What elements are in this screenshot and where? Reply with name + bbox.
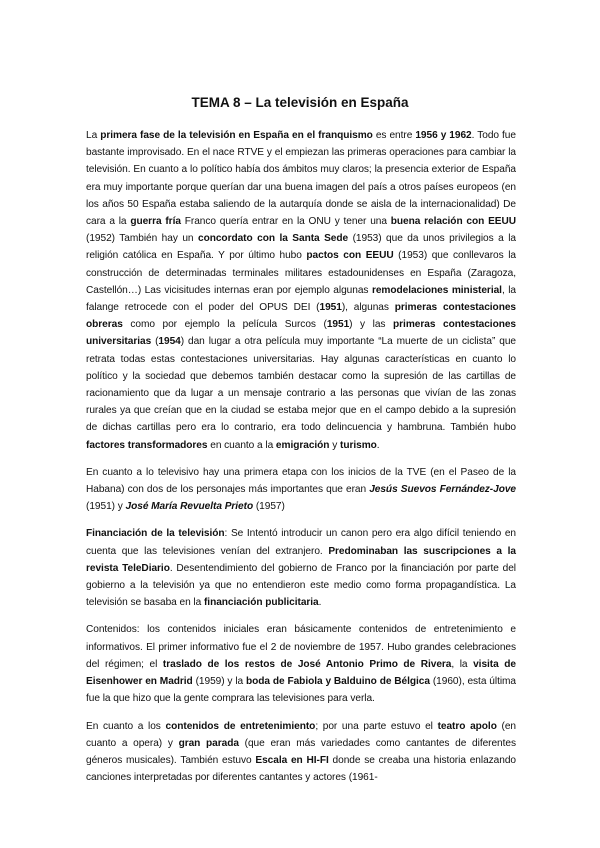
paragraph-entretenimiento xyxy=(86,718,516,787)
document-body xyxy=(86,127,516,796)
text-run: (1952) También hay un xyxy=(86,233,198,245)
text-run: (1957) xyxy=(253,501,285,513)
text-run: y xyxy=(329,439,340,451)
text-run: En cuanto a lo televisivo hay una primera etapa con los inicios de la TVE (en el Paseo de la Habana) con dos de los personajes más importantes que eran xyxy=(86,466,516,496)
emphasized-text-run: Jesús Suevos Fernández-Jove xyxy=(369,484,516,496)
text-run: (1953) que conllevaros la construcción de determinadas terminales militares estadounidenses en España (Zaragoza, Castellón…) Las vicisitudes internas eran por ejemplo algunas xyxy=(86,250,516,296)
document-title: TEMA 8 – La televisión en España xyxy=(191,95,409,110)
text-run: : Se Intentó introducir un canon pero era algo difícil teniendo en cuenta que las televisiones venían del extranjero. xyxy=(86,528,516,557)
emphasized-text-run: financiación publicitaria xyxy=(203,597,319,609)
emphasized-text-run: traslado de los restos de José Antonio Primo de Rivera xyxy=(162,658,452,670)
paragraph-etapa-televisiva xyxy=(86,464,516,516)
emphasized-text-run: visita de Eisenhower en Madrid xyxy=(86,658,516,688)
text-run: (que eran más variedades como cantantes de diferentes géneros musicales). También estuvo xyxy=(86,737,516,766)
text-run: (1959) y la xyxy=(192,676,246,688)
text-run: donde se creaba una historia enlazando canciones interpretadas por diferentes cantantes y actores (1961- xyxy=(86,754,516,784)
text-run: ) y las xyxy=(349,319,394,331)
text-run: ) dan lugar a otra película muy importante “La muerte de un ciclista” que retrata todas estas contestaciones universitarias. Hay algunas características en cuanto lo político y la sociedad que debemos también destacar como la supresión de las cartillas de racionamiento que da lugar a un mensaje contrario a las personas que vivían de las zonas rurales ya que creían que en la ciudad se estaba mejor que en el campo debido a la supresión de dichas cartillas pero era lo contrario, era todo delincuencia y hambruna. También hubo xyxy=(86,336,516,434)
emphasized-text-run: guerra fría xyxy=(130,216,181,228)
emphasized-text-run: 1951 xyxy=(319,302,342,314)
text-run: ( xyxy=(151,336,159,348)
text-run: Franco quería entrar en la ONU y tener una xyxy=(180,216,391,228)
paragraph-primera-fase xyxy=(86,127,516,454)
emphasized-text-run: gran parada xyxy=(178,737,239,749)
emphasized-text-run: turismo xyxy=(340,439,377,451)
emphasized-text-run: primeras contestaciones obreras xyxy=(86,302,516,331)
text-run: (1951) y xyxy=(86,501,126,513)
paragraph-financiacion xyxy=(86,525,516,611)
emphasized-text-run: pactos con EEUU xyxy=(306,250,394,262)
emphasized-text-run: contenidos de entretenimiento xyxy=(165,720,316,732)
emphasized-text-run: emigración xyxy=(275,439,330,451)
text-run: La xyxy=(86,130,101,141)
emphasized-text-run: primera fase de la televisión en España en el franquismo xyxy=(100,130,373,141)
text-run: En cuanto a los xyxy=(86,720,166,732)
text-run: es entre xyxy=(372,130,416,141)
emphasized-text-run: José María Revuelta Prieto xyxy=(125,501,254,513)
text-run: como por ejemplo la película Surcos ( xyxy=(122,319,327,331)
text-run: . Desentendimiento del gobierno de Franco por la financiación por parte del gobierno a la televisión ya que no entendieron este medio como forma propagandística. La televisión se basaba en la xyxy=(86,562,516,609)
text-run: en cuanto a la xyxy=(207,439,276,451)
text-run: ; por una parte estuvo el xyxy=(315,720,438,732)
text-run: . xyxy=(376,439,380,451)
emphasized-text-run: Financiación de la televisión xyxy=(86,528,225,540)
emphasized-text-run: 1951 xyxy=(326,319,350,331)
emphasized-text-run: boda de Fabiola y Balduino de Bélgica xyxy=(246,676,430,688)
text-run: (1953) que da unos privilegios a la religión católica en España. Y por último hubo xyxy=(86,233,516,262)
emphasized-text-run: concordato con la Santa Sede xyxy=(198,233,349,245)
emphasized-text-run: remodelaciones ministerial xyxy=(371,284,502,296)
paragraph-contenidos xyxy=(86,621,516,707)
emphasized-text-run: 1956 y 1962 xyxy=(415,130,472,141)
text-run: (1960), esta última fue la que hizo que la gente comprara las televisiones para verla. xyxy=(86,676,516,705)
emphasized-text-run: factores transformadores xyxy=(86,439,208,451)
emphasized-text-run: primeras contestaciones universitarias xyxy=(86,319,516,348)
text-run: , la falange retrocede con el poder del OPUS DEI ( xyxy=(86,284,516,314)
emphasized-text-run: teatro apolo xyxy=(437,720,497,732)
emphasized-text-run: buena relación con EEUU xyxy=(390,216,516,228)
text-run: . xyxy=(318,597,322,609)
text-run: . Todo fue bastante improvisado. En el nace RTVE y el empiezan las primeras operaciones para cambiar la televisión. En cuanto a lo político había dos ámbitos muy claros; la presencia exterior de España era muy importante porque querían dar una buena imagen del país a otros países europeos (en los años 50 España estaba saliendo de la autarquía donde se aisla de la internacionalidad) De cara a la xyxy=(86,130,516,228)
text-run: (en cuanto a opera) y xyxy=(86,720,516,749)
text-run: ), algunas xyxy=(341,302,395,314)
emphasized-text-run: Predominaban las suscripciones a la revista TeleDiario xyxy=(86,545,516,574)
text-run: , la xyxy=(451,658,474,670)
emphasized-text-run: Escala en HI-FI xyxy=(255,754,329,766)
text-run: Contenidos: los contenidos iniciales eran básicamente contenidos de entretenimiento e informativos. El primer informativo fue el 2 de noviembre de 1957. Hubo grandes celebraciones del régimen; el xyxy=(86,624,516,670)
emphasized-text-run: 1954 xyxy=(158,336,181,348)
